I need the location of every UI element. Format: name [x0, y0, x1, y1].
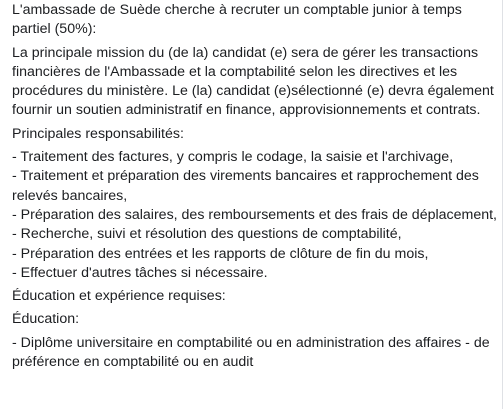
list-item: - Traitement des factures, y compris le codage, la saisie et l'archivage,: [12, 149, 454, 166]
intro-paragraph: L'ambassade de Suède cherche à recruter un comptable junior à temps partiel (50%):: [12, 2, 462, 38]
responsibilities-list: [12, 148, 497, 283]
education-heading: Éducation:: [12, 311, 80, 328]
education-item: - Diplôme universitaire en comptabilité ou en administration des affaires - de préférence en comptabilité ou en audit: [12, 334, 490, 371]
list-item: - Préparation des salaires, des remboursements et des frais de déplacement,: [12, 206, 497, 223]
requirements-heading: Éducation et expérience requises:: [12, 288, 226, 305]
list-item: - Préparation des entrées et les rapports de clôture de fin du mois,: [12, 245, 429, 262]
responsibilities-heading: Principales responsabilités:: [12, 125, 184, 142]
post-body: [12, 1, 497, 372]
list-item: - Traitement et préparation des virements bancaires et rapprochement des relevés bancaires,: [12, 168, 479, 204]
mission-paragraph: La principale mission du (de la) candidat (e) sera de gérer les transactions financières de l'Ambassade et la comptabilité selon les directives et les procédures du ministère. Le (la) candidat (e)sélectionné (e) devra également fournir un soutien administratif en finance, approvisionnements et contrats.: [12, 44, 494, 119]
list-item: - Recherche, suivi et résolution des questions de comptabilité,: [12, 226, 402, 243]
list-item: - Effectuer d'autres tâches si nécessaire.: [12, 264, 268, 281]
